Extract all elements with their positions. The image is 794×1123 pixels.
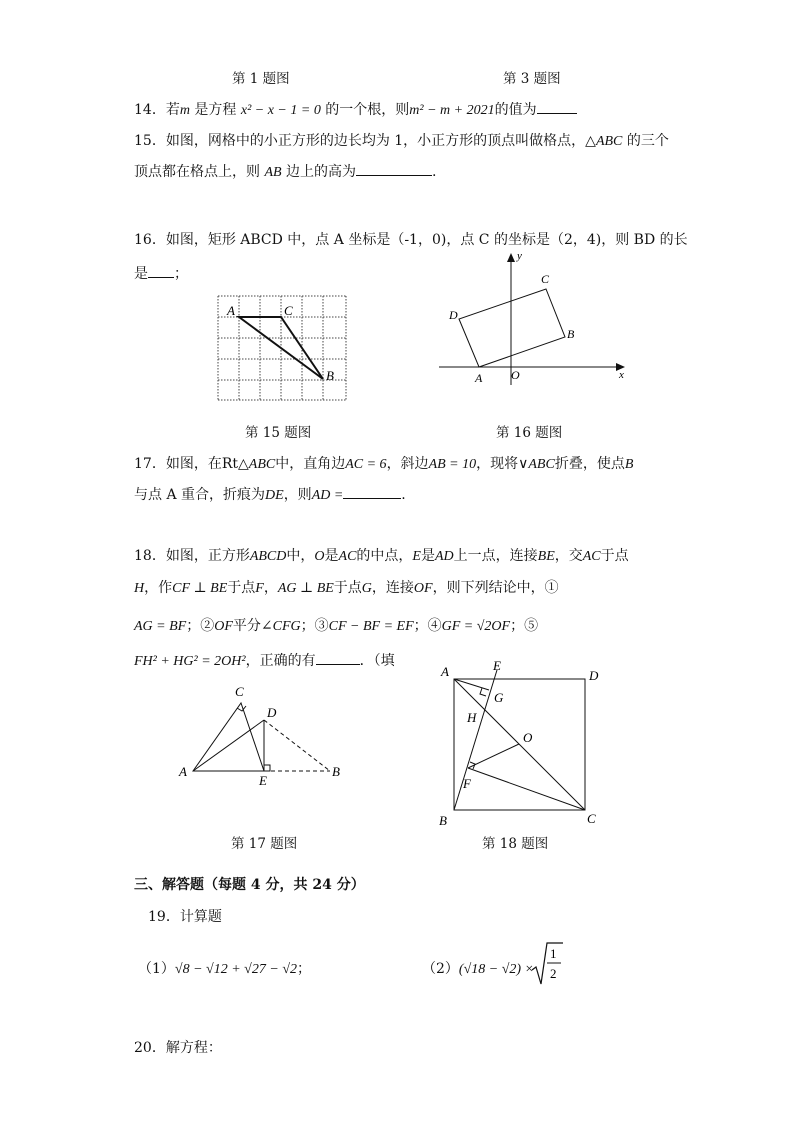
q15-text-d: 边上的高为: [281, 164, 357, 180]
question-19-part1: [138, 958, 311, 978]
q18-t8: 于点: [600, 548, 629, 564]
label-F: F: [463, 776, 471, 791]
q18-c2b: 平分: [232, 618, 261, 634]
q17-text-g: ，则: [283, 487, 312, 503]
figure-15-grid: [210, 290, 360, 408]
question-20-title: 20．解方程：: [134, 1040, 222, 1056]
q18-s3: ；④: [413, 618, 442, 634]
q18-t1: 18．如图，正方形: [134, 548, 250, 564]
q17-ac: AC = 6: [345, 457, 387, 472]
q17-rt: Rt△: [221, 456, 249, 472]
q18-t5: 是: [420, 548, 435, 564]
q18-t12: 于点: [333, 580, 362, 596]
q19-p2-label: （2）: [422, 961, 459, 977]
q18-s1: ；②: [186, 618, 215, 634]
segment-db-dashed: [264, 720, 330, 771]
q18-of: OF: [413, 581, 433, 596]
q18-cf: CF ⊥ BE: [172, 581, 228, 596]
q19-p1-label: （1）: [138, 961, 175, 977]
q18-s2: ；③: [300, 618, 329, 634]
q18-t11: ，: [263, 580, 278, 596]
q14-num: 14．若: [134, 102, 180, 118]
figure-18: [435, 658, 610, 833]
q17-text-f: 与点 A 重合，折痕为: [134, 487, 266, 503]
question-15-line1: [134, 130, 669, 150]
label-A: A: [475, 371, 483, 385]
q14-tail: 的一个根，则: [320, 102, 410, 118]
question-19-part2: [422, 958, 534, 978]
question-17-line2: [134, 484, 406, 504]
q18-c1: AG = BF: [134, 619, 187, 634]
q18-h: H: [134, 581, 145, 596]
q17-text-a: 17．如图，在: [134, 456, 222, 472]
q14-equation: x² − x − 1 = 0: [240, 103, 321, 118]
fraction-denominator: 2: [550, 966, 557, 981]
label-x: x: [619, 369, 624, 381]
label-D: D: [267, 705, 277, 720]
label-O: O: [511, 368, 520, 382]
label-B: B: [332, 764, 340, 779]
q18-abcd: ABCD: [249, 549, 287, 564]
q14-m: m: [179, 103, 190, 118]
segment-ad: [193, 720, 264, 771]
question-16-line2: [134, 263, 188, 283]
q18-c3: CF − BF = EF: [328, 619, 414, 634]
q18-ad: AD: [434, 549, 454, 564]
q18-be: BE: [537, 549, 555, 564]
q17-abc: ABC: [248, 457, 276, 472]
label-y: y: [517, 250, 522, 262]
segment-of: [468, 744, 519, 768]
q15-text-b: 的三个: [622, 133, 669, 149]
q17-text-d: ，现将: [476, 456, 519, 472]
q14-end: 的值为: [494, 102, 537, 118]
q18-o: O: [314, 549, 325, 564]
q15-text-a: 15．如图，网格中的小正方形的边长均为 1，小正方形的顶点叫做格点，: [134, 133, 586, 149]
q18-t4: 的中点，: [356, 548, 413, 564]
question-15-line2: [134, 161, 436, 181]
caption-fig17: 第 17 题图: [231, 836, 298, 852]
q14-expression: m² − m + 2021: [409, 103, 495, 118]
q19-p2-expr: (√18 − √2) ×: [458, 962, 535, 977]
q17-answer-blank[interactable]: [343, 486, 401, 499]
q18-tail: ．（填: [359, 653, 395, 669]
q15-text-c: 顶点都在格点上，则: [134, 164, 265, 180]
q18-e: E: [412, 549, 421, 564]
q19-p1-end: ；: [297, 961, 311, 977]
label-O: O: [523, 730, 533, 745]
q18-t3: 是: [324, 548, 339, 564]
section-3-title: 三、解答题（每题 4 分，共 24 分）: [134, 877, 365, 893]
label-C: C: [587, 811, 596, 826]
q17-abc2: ∨ABC: [518, 457, 555, 472]
question-17-line1: [134, 453, 633, 473]
caption-fig18: 第 18 题图: [482, 836, 549, 852]
q18-t9: ，作: [144, 580, 173, 596]
q18-t7: ，交: [554, 548, 583, 564]
question-18-line1: [134, 545, 629, 565]
q16-text-b: ；: [174, 266, 188, 282]
y-axis-arrow: [507, 253, 515, 262]
right-angle-e: [264, 765, 270, 771]
segment-cf: [468, 768, 585, 810]
q19-p1-expr: √8 − √12 + √27 − √2: [174, 962, 297, 977]
caption-fig3: 第 3 题图: [503, 71, 561, 87]
question-18-line3: [134, 615, 538, 635]
q18-s5: ，正确的有: [245, 653, 316, 669]
q18-t10: 于点: [227, 580, 256, 596]
triangle-acb: [193, 703, 264, 771]
label-A: A: [227, 303, 235, 318]
q18-t2: 中，: [286, 548, 315, 564]
q17-b: B: [624, 457, 634, 472]
q18-c2c: ∠CFG: [260, 619, 301, 634]
q18-c2a: OF: [214, 619, 233, 634]
q14-answer-blank[interactable]: [537, 101, 577, 114]
q18-f: F: [255, 581, 264, 596]
q17-end: .: [401, 487, 406, 503]
rectangle-abcd: [459, 289, 565, 367]
q15-ab: AB: [264, 165, 282, 180]
q17-de: DE: [265, 488, 284, 503]
figure-17: [175, 680, 350, 792]
sqrt-one-half: [530, 940, 564, 988]
q18-t6: 上一点，连接: [453, 548, 538, 564]
q15-triangle: △ABC: [585, 134, 623, 149]
caption-fig1: 第 1 题图: [232, 71, 290, 87]
label-E: E: [493, 658, 501, 673]
label-C: C: [284, 303, 293, 318]
label-E: E: [259, 773, 267, 788]
q17-text-b: 中，直角边: [275, 456, 346, 472]
q18-s4: ；⑤: [510, 618, 539, 634]
q14-mid: 是方程: [189, 102, 241, 118]
q16-text-a: 是: [134, 266, 148, 282]
label-B: B: [439, 813, 447, 828]
q18-ac: AC: [338, 549, 357, 564]
q18-g: G: [361, 581, 372, 596]
caption-fig15: 第 15 题图: [245, 425, 312, 441]
q18-c4: GF = √2OF: [441, 619, 511, 634]
q17-text-c: ，斜边: [386, 456, 429, 472]
fraction-numerator: 1: [550, 946, 557, 961]
q17-text-e: 折叠，使点: [554, 456, 625, 472]
caption-fig16: 第 16 题图: [496, 425, 563, 441]
question-19-title: 19．计算题: [148, 909, 222, 925]
q18-ag: AG ⊥ BE: [277, 581, 334, 596]
q15-answer-blank[interactable]: [356, 163, 432, 176]
question-18-line4: [134, 650, 395, 670]
figure-16-coordinate: [435, 245, 635, 390]
q18-c5: FH² + HG² = 2OH²: [134, 654, 246, 669]
label-D: D: [449, 308, 458, 322]
q17-ad: AD =: [311, 488, 344, 503]
q15-end: .: [432, 164, 437, 180]
label-A: A: [441, 664, 449, 679]
label-G: G: [494, 690, 504, 705]
q18-ac2: AC: [582, 549, 601, 564]
label-B: B: [567, 327, 575, 341]
segment-be: [454, 670, 497, 810]
label-C: C: [235, 684, 244, 699]
label-A: A: [179, 764, 187, 779]
q16-answer-blank[interactable]: [148, 265, 174, 278]
question-16-line1: 16．如图，矩形 ABCD 中，点 A 坐标是（-1，0)，点 C 的坐标是（2，4)，则 BD 的长: [134, 232, 688, 248]
q18-answer-blank[interactable]: [316, 652, 360, 665]
label-C: C: [541, 272, 550, 286]
q18-t14: ，则下列结论中，①: [432, 580, 559, 596]
question-14: [134, 99, 577, 119]
label-B: B: [326, 368, 334, 383]
q17-ab: AB = 10: [428, 457, 477, 472]
question-18-line2: [134, 577, 559, 597]
label-H: H: [467, 710, 477, 725]
label-D: D: [589, 668, 599, 683]
q18-t13: ，连接: [371, 580, 414, 596]
